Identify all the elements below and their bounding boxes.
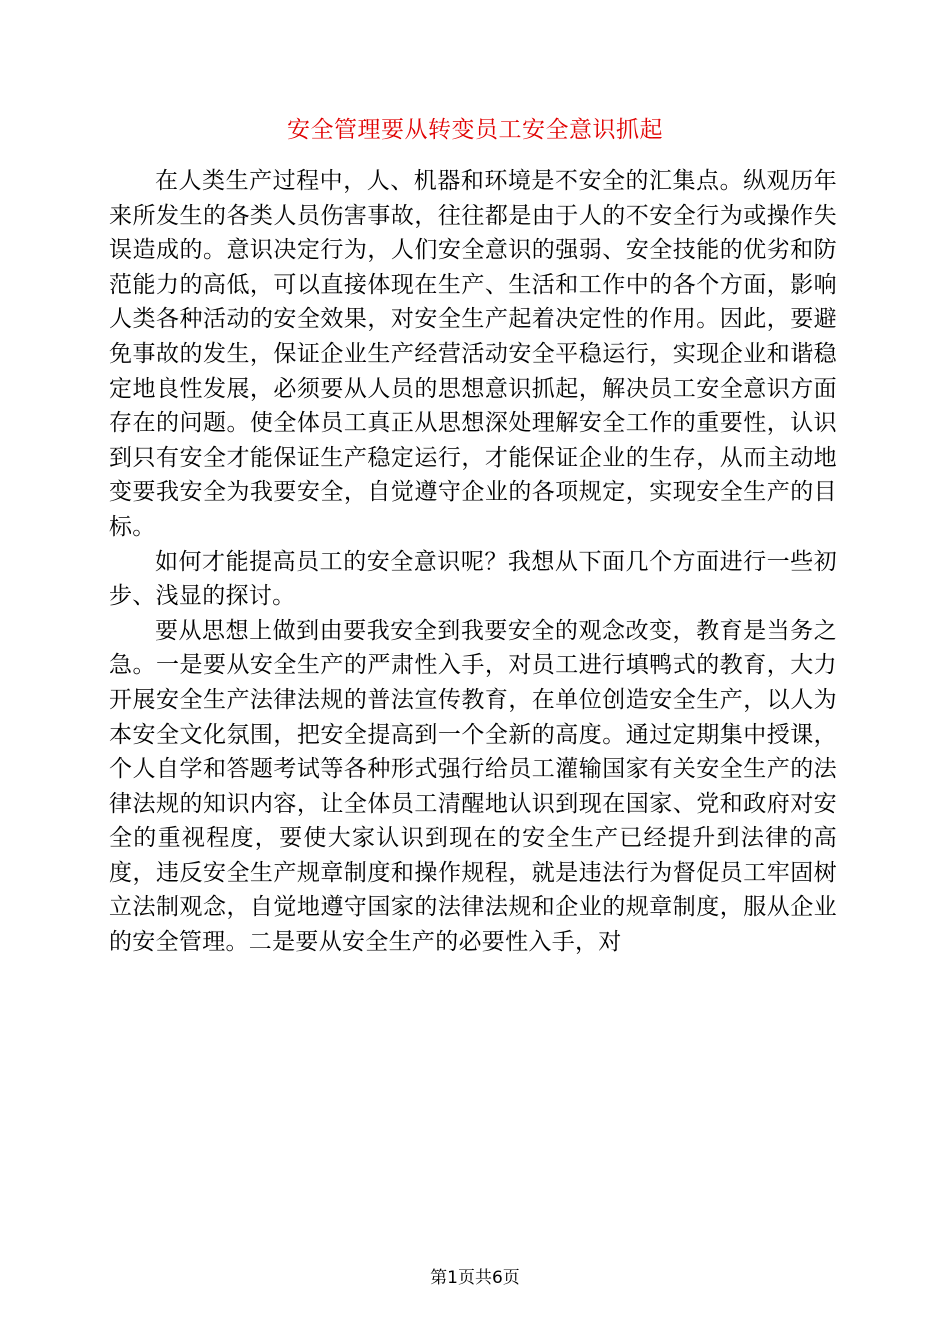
paragraph: 在人类生产过程中，人、机器和环境是不安全的汇集点。纵观历年来所发生的各类人员伤害事故，往往都是由于人的不安全行为或操作失误造成的。意识决定行为，人们安全意识的强弱、安全技能的优劣和防范能力的高低，可以直接体现在生产、生活和工作中的各个方面，影响人类各种活动的安全效果，对安全生产起着决定性的作用。因此，要避免事故的发生，保证企业生产经营活动安全平稳运行，实现企业和谐稳定地良性发展，必须要从人员的思想意识抓起，解决员工安全意识方面存在的问题。使全体员工真正从思想深处理解安全工作的重要性，认识到只有安全才能保证生产稳定运行，才能保证企业的生存，从而主动地变要我安全为我要安全，自觉遵守企业的各项规定，实现安全生产的目标。: [109, 168, 837, 540]
document-title: 安全管理要从转变员工安全意识抓起: [287, 117, 663, 143]
paragraph: 要从思想上做到由要我安全到我要安全的观念改变，教育是当务之急。一是要从安全生产的严肃性入手，对员工进行填鸭式的教育，大力开展安全生产法律法规的普法宣传教育，在单位创造安全生产，以人为本安全文化氛围，把安全提高到一个全新的高度。通过定期集中授课，个人自学和答题考试等各种形式强行给员工灌输国家有关安全生产的法律法规的知识内容，让全体员工清醒地认识到现在国家、党和政府对安全的重视程度，要使大家认识到现在的安全生产已经提升到法律的高度，违反安全生产规章制度和操作规程，就是违法行为督促员工牢固树立法制观念，自觉地遵守国家的法律法规和企业的规章制度，服从企业的安全管理。二是要从安全生产的必要性入手，对: [109, 617, 837, 956]
paragraph: 如何才能提高员工的安全意识呢？我想从下面几个方面进行一些初步、浅显的探讨。: [109, 548, 837, 610]
page-number-footer: 第1页共6页: [430, 1268, 520, 1288]
document-body: [109, 164, 837, 960]
